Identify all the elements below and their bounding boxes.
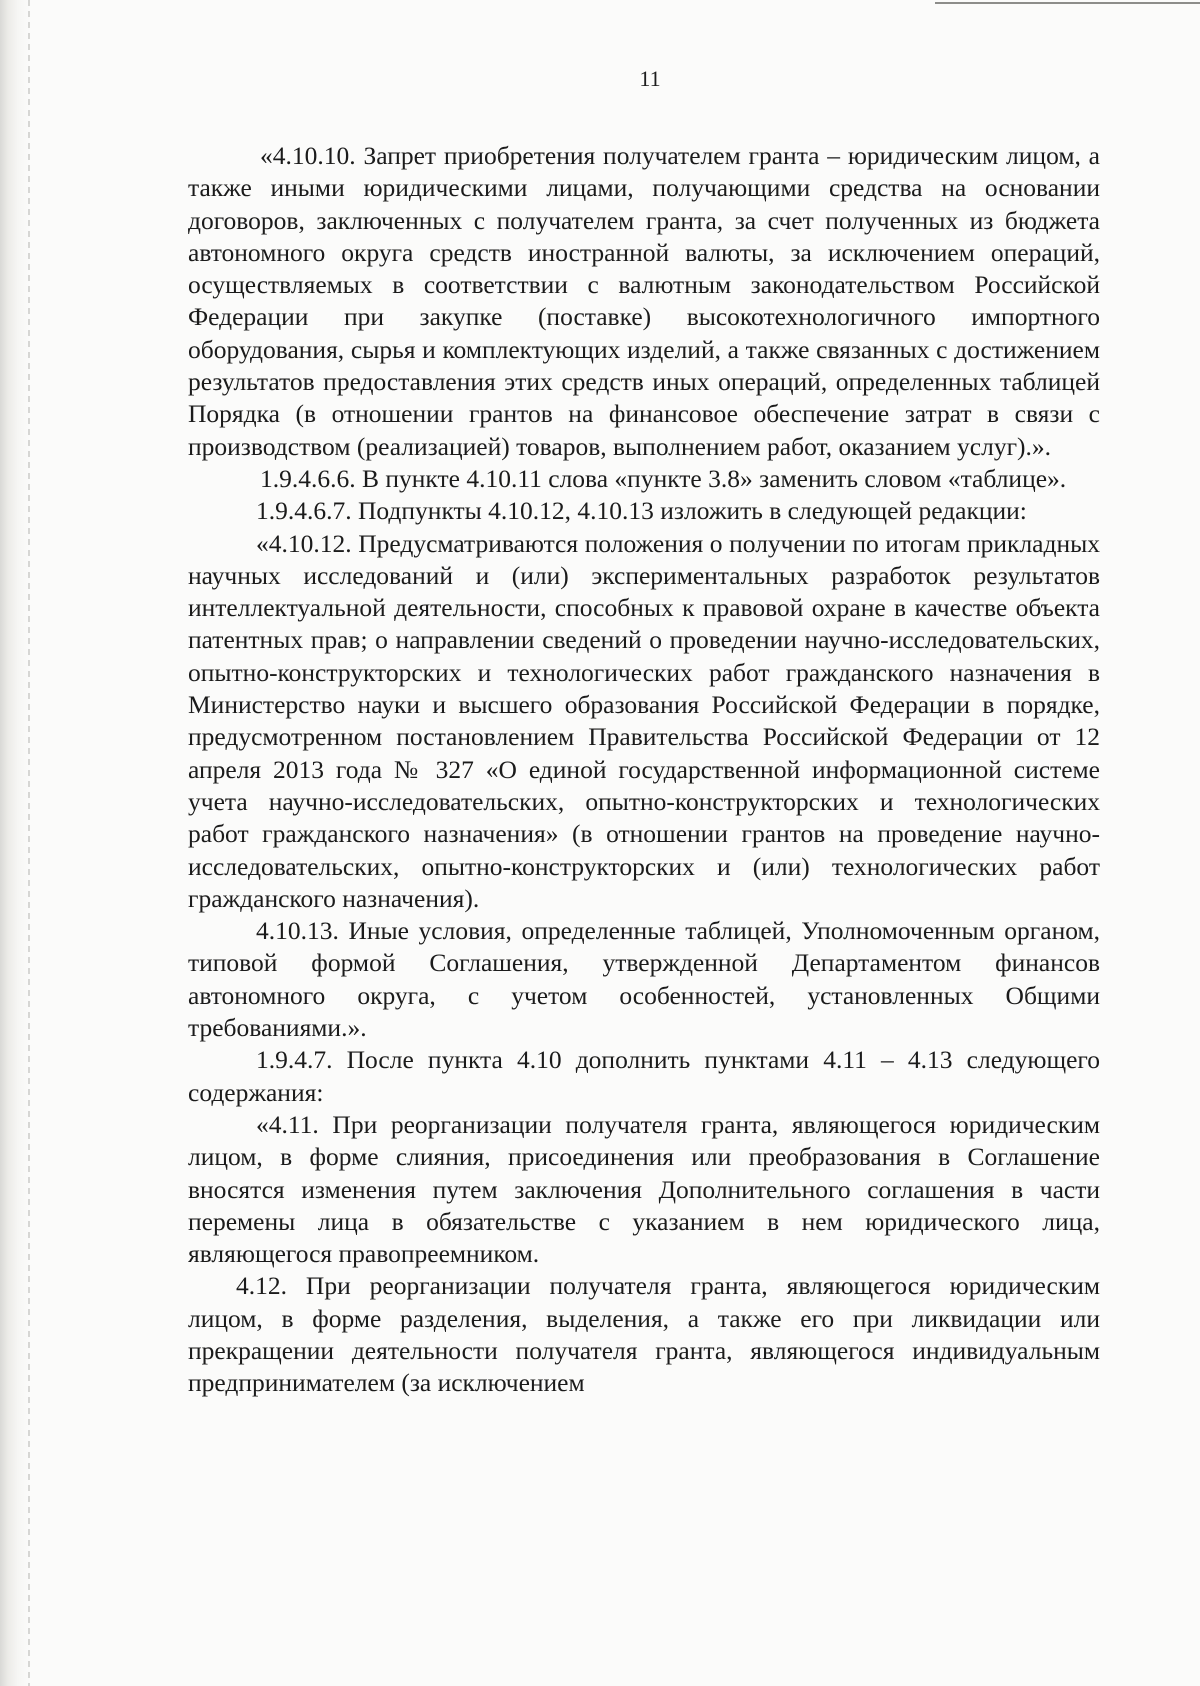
paragraph-1-9-4-6-7: 1.9.4.6.7. Подпункты 4.10.12, 4.10.13 изложить в следующей редакции:: [256, 496, 1027, 526]
paragraph-4-11: «4.11. При реорганизации получателя гранта, являющегося юридическим лицом, в форме слияния, присоединения или преобразования в Соглашение вносятся изменения путем заключения Дополнительного соглашения в части перемены лица в обязательстве с указанием в нем юридического лица, являющегося правопреемником.: [188, 1109, 1100, 1269]
scan-binding-shadow: [28, 0, 30, 1686]
scan-left-edge: [0, 0, 30, 1686]
paragraph-4-12: 4.12. При реорганизации получателя гранта, являющегося юридическим лицом, в форме разделения, выделения, а также его при ликвидации или прекращении деятельности получателя гранта, являющегося индивидуальным предпринимателем (за исключением: [188, 1271, 1100, 1398]
page-number: 11: [639, 66, 661, 91]
paragraph-1-9-4-6-6: 1.9.4.6.6. В пункте 4.10.11 слова «пункте 3.8» заменить словом «таблице».: [260, 463, 1067, 493]
paragraph-1-9-4-7: 1.9.4.7. После пункта 4.10 дополнить пунктами 4.11 – 4.13 следующего содержания:: [188, 1045, 1100, 1107]
top-border-line: [935, 2, 1200, 4]
paragraph-4-10-13: 4.10.13. Иные условия, определенные таблицей, Уполномоченным органом, типовой формой Соглашения, утвержденной Департаментом финансов автономного округа, с учетом особенностей, установленных Общими требованиями.».: [188, 916, 1100, 1043]
paragraph-4-10-12: «4.10.12. Предусматриваются положения о получении по итогам прикладных научных исследований и (или) экспериментальных разработок результатов интеллектуальной деятельности, способных к правовой охране в качестве объекта патентных прав; о направлении сведений о проведении научно-исследовательских, опытно-конструкторских и технологических работ гражданского назначения в Министерство науки и высшего образования Российской Федерации в порядке, предусмотренном постановлением Правительства Российской Федерации от 12 апреля 2013 года № 327 «О единой государственной информационной системе учета научно-исследовательских, опытно-конструкторских и технологических работ гражданского назначения» (в отношении грантов на проведение научно-исследовательских, опытно-конструкторских и (или) технологических работ гражданского назначения).: [188, 528, 1100, 913]
paragraph-4-10-10: «4.10.10. Запрет приобретения получателем гранта – юридическим лицом, а также иными юридическими лицами, получающими средства на основании договоров, заключенных с получателем гранта, за счет полученных из бюджета автономного округа средств иностранной валюты, за исключением операций, осуществляемых в соответствии с валютным законодательством Российской Федерации при закупке (поставке) высокотехнологичного импортного оборудования, сырья и комплектующих изделий, а также связанных с достижением результатов предоставления этих средств иных операций, определенных таблицей Порядка (в отношении грантов на финансовое обеспечение затрат в связи с производством (реализацией) товаров, выполнением работ, оказанием услуг).».: [188, 141, 1100, 461]
document-body: [188, 140, 1100, 1400]
